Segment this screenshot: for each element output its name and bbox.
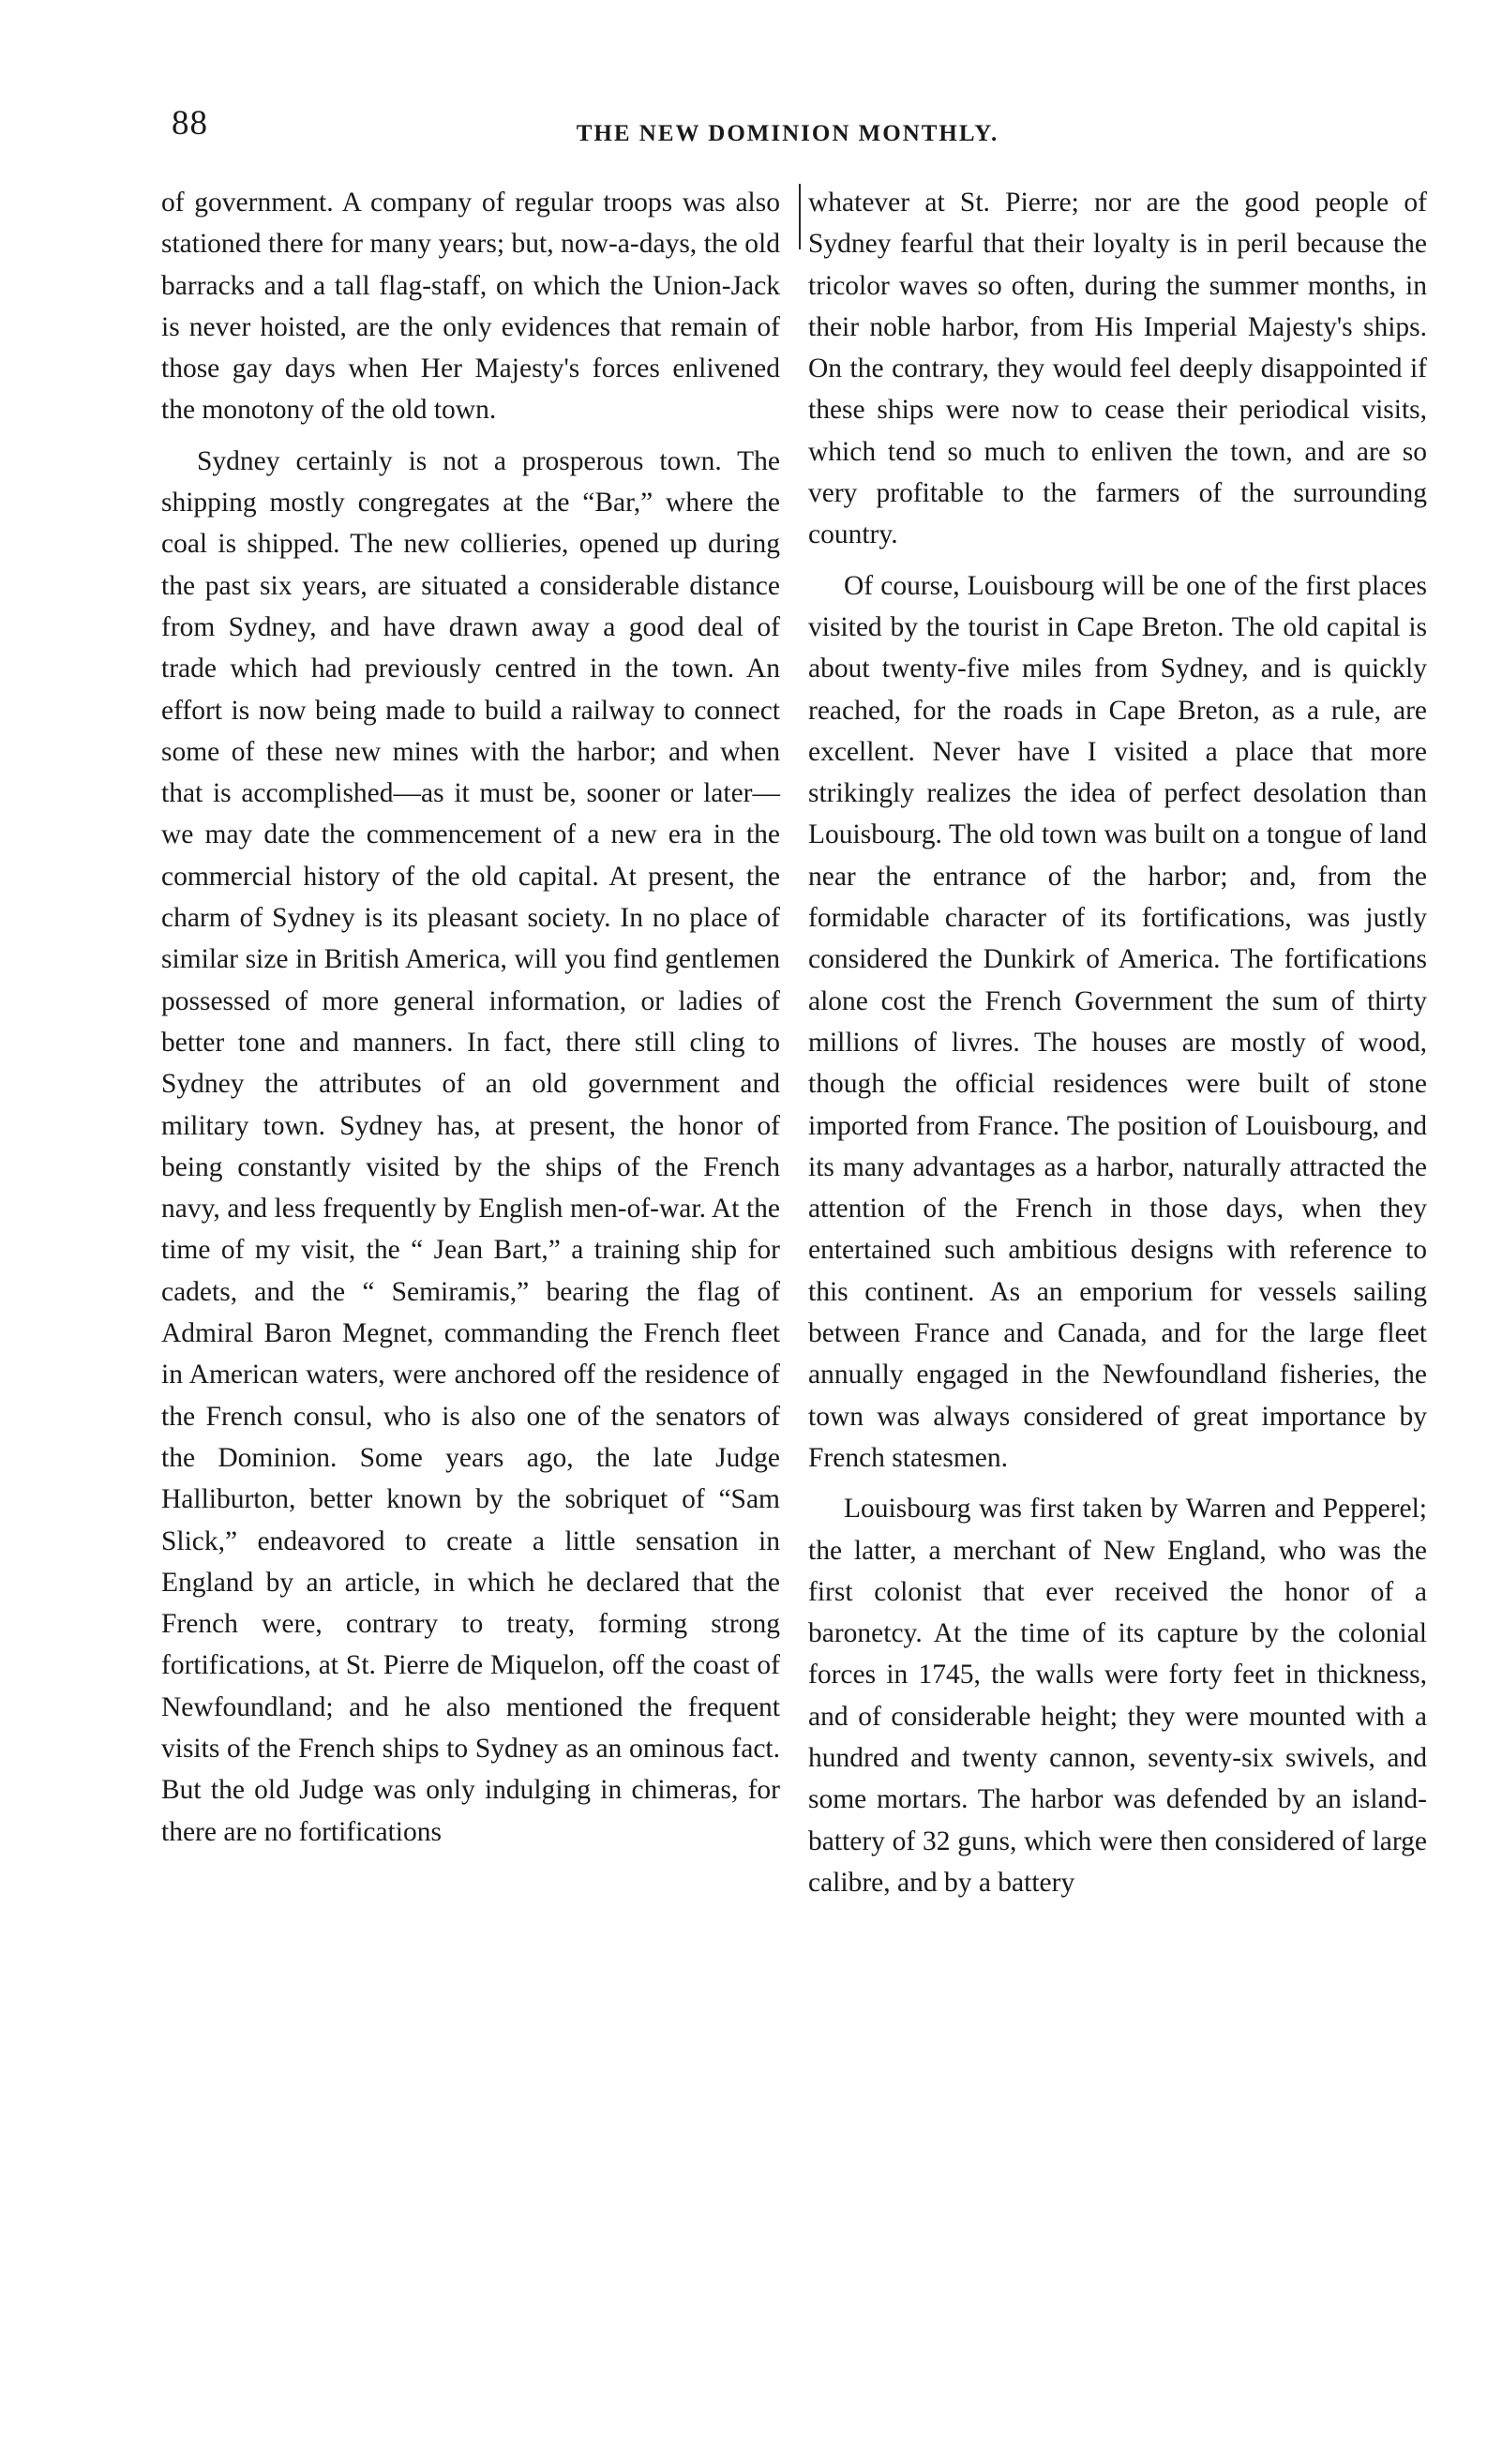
running-title: THE NEW DOMINION MONTHLY.	[576, 121, 999, 146]
paragraph: of government. A company of regular troops was also stationed there for many years; but, now-a-days, the old barracks and a tall flag-staff, on which the Union-Jack is never hoisted, are the only evidences that remain of those gay days when Her Majesty's forces enlivened the monotony of the old town.	[161, 188, 780, 426]
paragraph: whatever at St. Pierre; nor are the good people of Sydney fearful that their loyalty is in peril because the tricolor waves so often, during the summer months, in their noble harbor, from His Imperial Majesty's ships. On the contrary, they would feel deeply disappointed if these ships were now to cease their periodical visits, which tend so much to enliven the town, and are so very profitable to the farmers of the surrounding country.	[808, 188, 1427, 550]
column-divider	[799, 184, 801, 249]
paragraph: Of course, Louisbourg will be one of the first places visited by the tourist in Cape Breton. The old capital is about twenty-five miles from Sydney, and is quickly reached, for the roads in Cape Breton, as a rule, are excellent. Never have I visited a place that more strikingly realizes the idea of perfect desolation than Louisbourg. The old town was built on a tongue of land near the entrance of the harbor; and, from the formidable character of its fortifications, was justly considered the Dunkirk of America. The fortifications alone cost the French Government the sum of thirty millions of livres. The houses are mostly of wood, though the official residences were built of stone imported from France. The position of Louisbourg, and its many advantages as a harbor, naturally attracted the attention of the French in those days, when they entertained such ambitious designs with reference to this continent. As an emporium for vessels sailing between France and Canada, and for the large fleet annually engaged in the Newfoundland fisheries, the town was always considered of great importance by French statesmen.	[808, 570, 1427, 1473]
paragraph: Sydney certainly is not a prosperous town. The shipping mostly congregates at the “Bar,” where the coal is shipped. The new collieries, opened up during the past six years, are situated a considerable distance from Sydney, and have drawn away a good deal of trade which had previously centred in the town. An effort is now being made to build a railway to connect some of these new mines with the harbor; and when that is accomplished—as it must be, sooner or later—we may date the commencement of a new era in the commercial history of the old capital. At present, the charm of Sydney is its pleasant society. In no place of similar size in British America, will you find gentlemen possessed of more general information, or ladies of better tone and manners. In fact, there still cling to Sydney the attributes of an old government and military town. Sydney has, at present, the honor of being constantly visited by the ships of the French navy, and less frequently by English men-of-war. At the time of my visit, the “ Jean Bart,” a training ship for cadets, and the “ Semiramis,” bearing the flag of Admiral Baron Megnet, commanding the French fleet in American waters, were anchored off the residence of the French consul, who is also one of the senators of the Dominion. Some years ago, the late Judge Halliburton, better known by the sobriquet of “Sam Slick,” endeavored to create a little sensation in England by an article, in which he declared that the French were, contrary to treaty, forming strong fortifications, at St. Pierre de Miquelon, off the coast of Newfoundland; and he also mentioned the frequent visits of the French ships to Sydney as an ominous fact. But the old Judge was only indulging in chimeras, for there are no fortifications	[161, 445, 780, 1847]
right-column	[808, 182, 1427, 1903]
page-number: 88	[172, 104, 208, 143]
paragraph: Louisbourg was first taken by Warren and Pepperel; the latter, a merchant of New England, who was the first colonist that ever received the honor of a baronetcy. At the time of its capture by the colonial forces in 1745, the walls were forty feet in thickness, and of considerable height; they were mounted with a hundred and twenty cannon, seventy-six swivels, and some mortars. The harbor was defended by an island-battery of 32 guns, which were then considered of large calibre, and by a battery	[808, 1494, 1427, 1898]
left-column	[161, 182, 780, 1853]
